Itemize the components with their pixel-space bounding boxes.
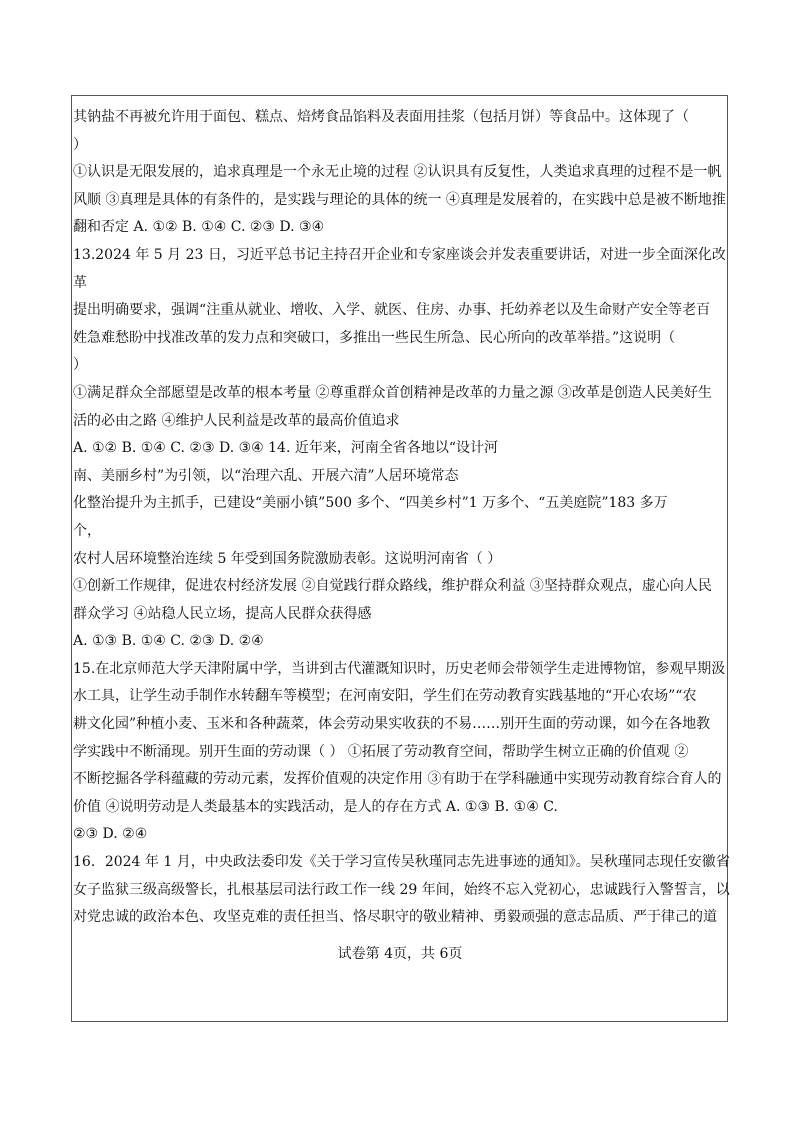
question-13-start: 13.2024 年 5 月 23 日，习近平总书记主持召开企业和专家座谈会并发表重要讲话，对进一步全面深化改	[73, 246, 726, 263]
text-line: 群众学习 ④站稳人民立场，提高人民群众获得感	[73, 605, 372, 622]
text-line: 农村人居环境整治连续 5 年受到国务院激励表彰。这说明河南省（ ）	[73, 550, 502, 567]
text-line: 提出明确要求，强调“注重从就业、增收、入学、就医、住房、办事、托幼养老以及生命财产安全等老百	[73, 302, 711, 319]
text-line: 南、美丽乡村”为引领，以“治理六乱、开展六清”人居环境常态	[73, 467, 459, 484]
text-line: 活的必由之路 ④维护人民利益是改革的最高价值追求	[73, 412, 400, 429]
text-line: 风顺 ③真理是具体的有条件的，是实践与理论的具体的统一 ④真理是发展着的，在实践中总是被不断地推	[73, 191, 726, 208]
text-line: 价值 ④说明劳动是人类最基本的实践活动，是人的存在方式 A. ①③ B. ①④ C.	[73, 798, 558, 815]
question-15-start: 15.在北京师范大学天津附属中学，当讲到古代灌溉知识时，历史老师会带领学生走进博物馆，参观早期汲	[73, 660, 726, 677]
text-line: ①满足群众全部愿望是改革的根本考量 ②尊重群众首创精神是改革的力量之源 ③改革是创造人民美好生	[73, 384, 712, 401]
text-line: 翻和否定 A. ①② B. ①④ C. ②③ D. ③④	[73, 219, 325, 236]
text-line: 水工具，让学生动手制作水转翻车等模型；在河南安阳，学生们在劳动教育实践基地的“开心农场”“农	[73, 688, 697, 705]
text-line: A. ①③ B. ①④ C. ②③ D. ②④	[73, 633, 264, 650]
text-line: ）	[73, 357, 87, 374]
text-line: 姓急难愁盼中找准改革的发力点和突破口，多推出一些民生所急、民心所向的改革举措。”这说明（	[73, 329, 676, 346]
question-16-start: 16．2024 年 1 月，中央政法委印发《关于学习宣传吴秋瑾同志先进事迹的通知》。吴秋瑾同志现任安徽省	[73, 854, 730, 871]
text-line: ①创新工作规律，促进农村经济发展 ②自觉践行群众路线，维护群众利益 ③坚持群众观点，虚心向人民	[73, 578, 712, 595]
text-line: 其钠盐不再被允许用于面包、糕点、焙烤食品馅料及表面用挂浆（包括月饼）等食品中。这体现了（	[73, 109, 689, 125]
text-line: 不断挖掘各学科蕴藏的劳动元素，发挥价值观的决定作用 ③有助于在学科融通中实现劳动教育综合育人的	[73, 771, 722, 788]
text-line: 学实践中不断涌现。别开生面的劳动课（ ） ①拓展了劳动教育空间，帮助学生树立正确的价值观 ②	[73, 743, 689, 760]
text-line: 对党忠诚的政治本色、攻坚克难的责任担当、恪尽职守的敬业精神、勇毅顽强的意志品质、严于律己的道	[73, 909, 717, 926]
page-footer: 试卷第 4页，共 6页	[337, 946, 463, 962]
text-line: ①认识是无限发展的，追求真理是一个永无止境的过程 ②认识具有反复性，人类追求真理的过程不是一帆	[73, 164, 722, 181]
question-14-start: A. ①② B. ①④ C. ②③ D. ③④ 14. 近年来，河南全省各地以“设计河	[73, 440, 499, 457]
text-line: ）	[73, 136, 87, 153]
text-line: 化整治提升为主抓手，已建设“美丽小镇”500 多个、“四美乡村”1 万多个、“五美庭院”183 多万	[73, 495, 668, 512]
text-line: 个，	[73, 522, 101, 539]
document-body	[73, 104, 735, 932]
text-line: 革	[73, 274, 87, 291]
text-line: 耕文化园”种植小麦、玉米和各种蔬菜，体会劳动果实收获的不易……别开生面的劳动课，如今在各地教	[73, 716, 711, 733]
text-line: 女子监狱三级高级警长，扎根基层司法行政工作一线 29 年间，始终不忘入党初心，忠诚践行入警誓言，以	[73, 881, 730, 898]
text-line: ②③ D. ②④	[73, 826, 148, 843]
